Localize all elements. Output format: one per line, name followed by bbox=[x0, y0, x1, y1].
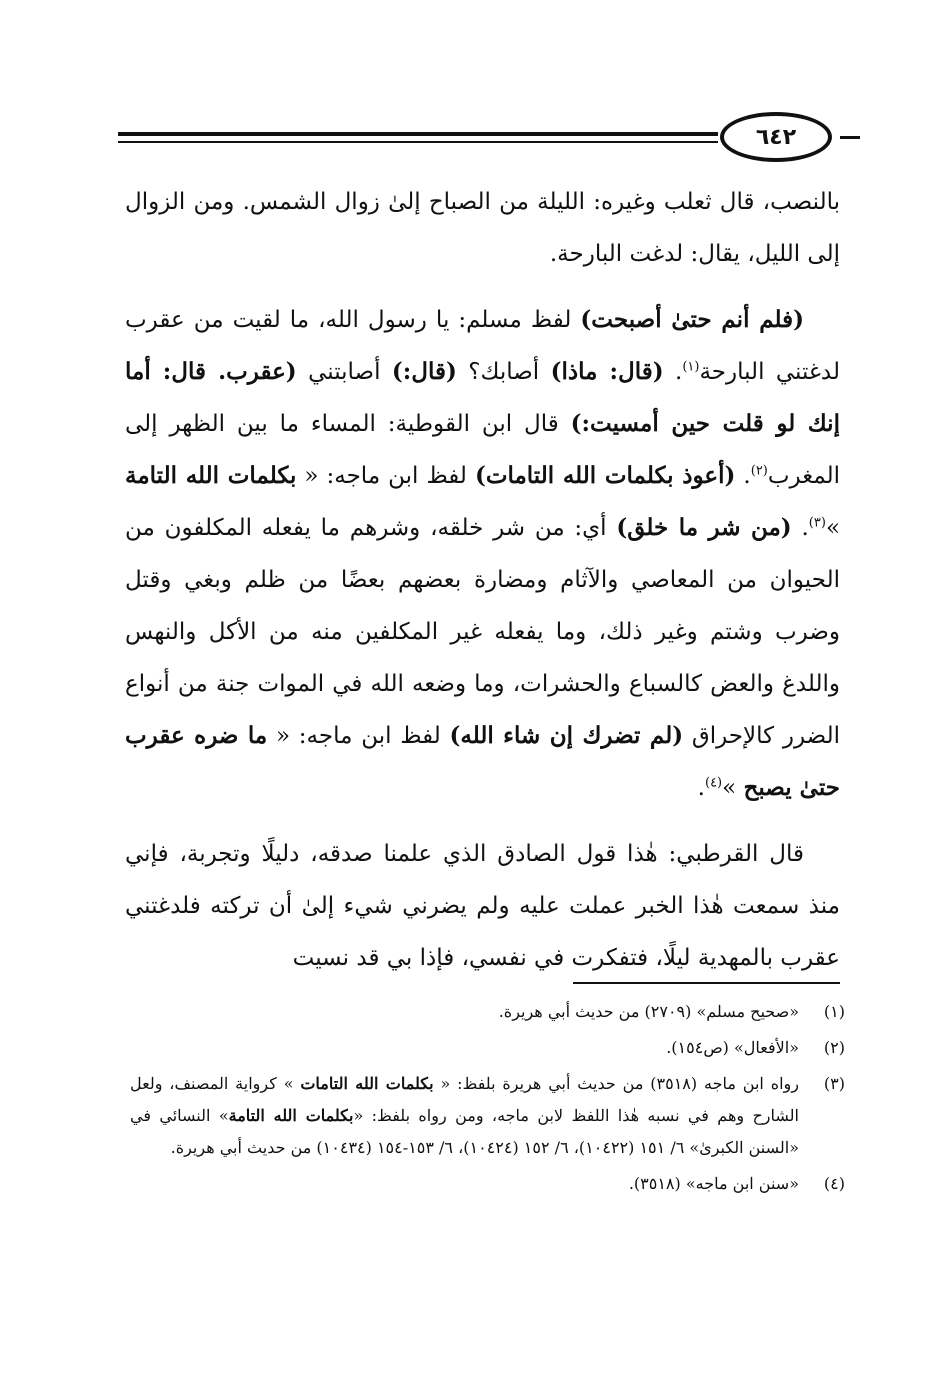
header-rule-bottom bbox=[118, 141, 718, 143]
text-run: . bbox=[663, 359, 683, 385]
bold-phrase: (من شر ما خلق) bbox=[616, 514, 792, 541]
footnote-1 bbox=[130, 996, 845, 1028]
footnote-2 bbox=[130, 1032, 845, 1064]
paragraph-3: قال القرطبي: هٰذا قول الصادق الذي علمنا صدقه، دليلًا وتجربة، فإني منذ سمعت هٰذا الخبر عملت عليه ولم يضرني شيء إلىٰ أن تركته فلدغتني عقرب بالمهدية ليلًا، فتفكرت في نفسي، فإذا بي قد نسيت bbox=[125, 841, 840, 971]
footnote-ref: (١) bbox=[682, 359, 700, 375]
header-rule-right bbox=[840, 136, 860, 139]
text-run: » bbox=[722, 775, 744, 801]
page-number-badge bbox=[720, 112, 832, 162]
footnote-text: «صحيح مسلم» (٢٧٠٩) من حديث أبي هريرة. bbox=[498, 1002, 799, 1021]
text-run: . bbox=[791, 515, 809, 541]
text-run: لفظ ابن ماجه: « bbox=[296, 463, 475, 489]
text-run: أصابك؟ bbox=[456, 359, 551, 385]
text-run: . bbox=[697, 775, 705, 801]
bold-phrase: (قال:) bbox=[391, 358, 457, 385]
paragraph-1: بالنصب، قال ثعلب وغيره: الليلة من الصباح إلىٰ زوال الشمس. ومن الزوال إلى الليل، يقال: لدغت البارحة. bbox=[125, 189, 840, 267]
main-text bbox=[125, 176, 840, 998]
text-run: » النسائي في «السنن الكبرىٰ» ٦/ ١٥١ (١٠٤٢٢)، ٦/ ١٥٢ (١٠٤٢٤)، ٦/ ١٥٣-١٥٤ (١٠٤٣٤) من حديث أبي هريرة. bbox=[130, 1106, 799, 1157]
bold-phrase: (لم تضرك إن شاء الله) bbox=[449, 722, 684, 749]
header-rule-top bbox=[118, 132, 718, 136]
bold-phrase: ما ضره عقرب حتىٰ يصبح bbox=[125, 722, 840, 801]
footnote-text: «الأفعال» (ص١٥٤). bbox=[666, 1038, 799, 1057]
bold-phrase: بكلمات الله التامات bbox=[300, 1074, 434, 1093]
bold-phrase: (أعوذ بكلمات الله التامات) bbox=[474, 462, 736, 489]
bold-phrase: (قال: ماذا) bbox=[550, 358, 664, 385]
page-number: ٦٤٢ bbox=[755, 124, 797, 150]
footnote-separator bbox=[573, 982, 840, 984]
bold-phrase: بكلمات الله التامة bbox=[125, 462, 297, 489]
footnote-3 bbox=[130, 1068, 845, 1164]
footnote-number: (٣) bbox=[823, 1074, 845, 1093]
footnote-number: (٢) bbox=[823, 1038, 845, 1057]
bold-phrase: (فلم أنم حتىٰ أصبحت) bbox=[580, 306, 804, 333]
footnote-ref: (٣) bbox=[808, 515, 826, 531]
text-run: » كرواية المصنف، ولعل الشارح وهم في نسبه هٰذا اللفظ لابن ماجه، ومن رواه بلفظ: « bbox=[130, 1074, 800, 1125]
footnote-4 bbox=[130, 1168, 845, 1200]
text-run: أي: من شر خلقه، وشرهم ما يفعله المكلفون من الحيوان من المعاصي والآثام ومضارة بعضهم بعضًا من ظلم وبغي وقتل وضرب وشتم وغير ذلك، وما يفعله غير المكلفين منه من الأكل والنهس واللدغ والعض كالسباع والحشرات، وما وضعه الله في الموات جنة من أنواع الضرر كالإحراق bbox=[125, 515, 841, 749]
bold-phrase: بكلمات الله التامة bbox=[228, 1106, 354, 1125]
footnotes bbox=[130, 996, 845, 1204]
footnote-ref: (٤) bbox=[704, 775, 723, 791]
paragraph-2 bbox=[125, 294, 840, 814]
footnote-number: (١) bbox=[823, 1002, 845, 1021]
footnote-ref: (٢) bbox=[750, 463, 768, 479]
page-header bbox=[118, 108, 858, 164]
text-run: رواه ابن ماجه (٣٥١٨) من حديث أبي هريرة بلفظ: « bbox=[433, 1074, 800, 1093]
text-run: . bbox=[735, 463, 751, 489]
footnote-number: (٤) bbox=[823, 1174, 845, 1193]
text-run: أصابتني bbox=[296, 359, 392, 385]
text-run: لفظ مسلم: يا رسول الله، ما لقيت من عقرب لدغتني البارحة bbox=[125, 307, 841, 385]
text-run: قال ابن القوطية: المساء ما بين الظهر إلى المغرب bbox=[125, 411, 841, 489]
footnote-text bbox=[130, 1068, 799, 1164]
bold-phrase: (عقرب. قال: أما إنك لو قلت حين أمسيت:) bbox=[125, 358, 840, 437]
footnote-text: «سنن ابن ماجه» (٣٥١٨). bbox=[628, 1174, 799, 1193]
text-run: » bbox=[825, 515, 841, 541]
text-run: لفظ ابن ماجه: « bbox=[267, 723, 450, 749]
